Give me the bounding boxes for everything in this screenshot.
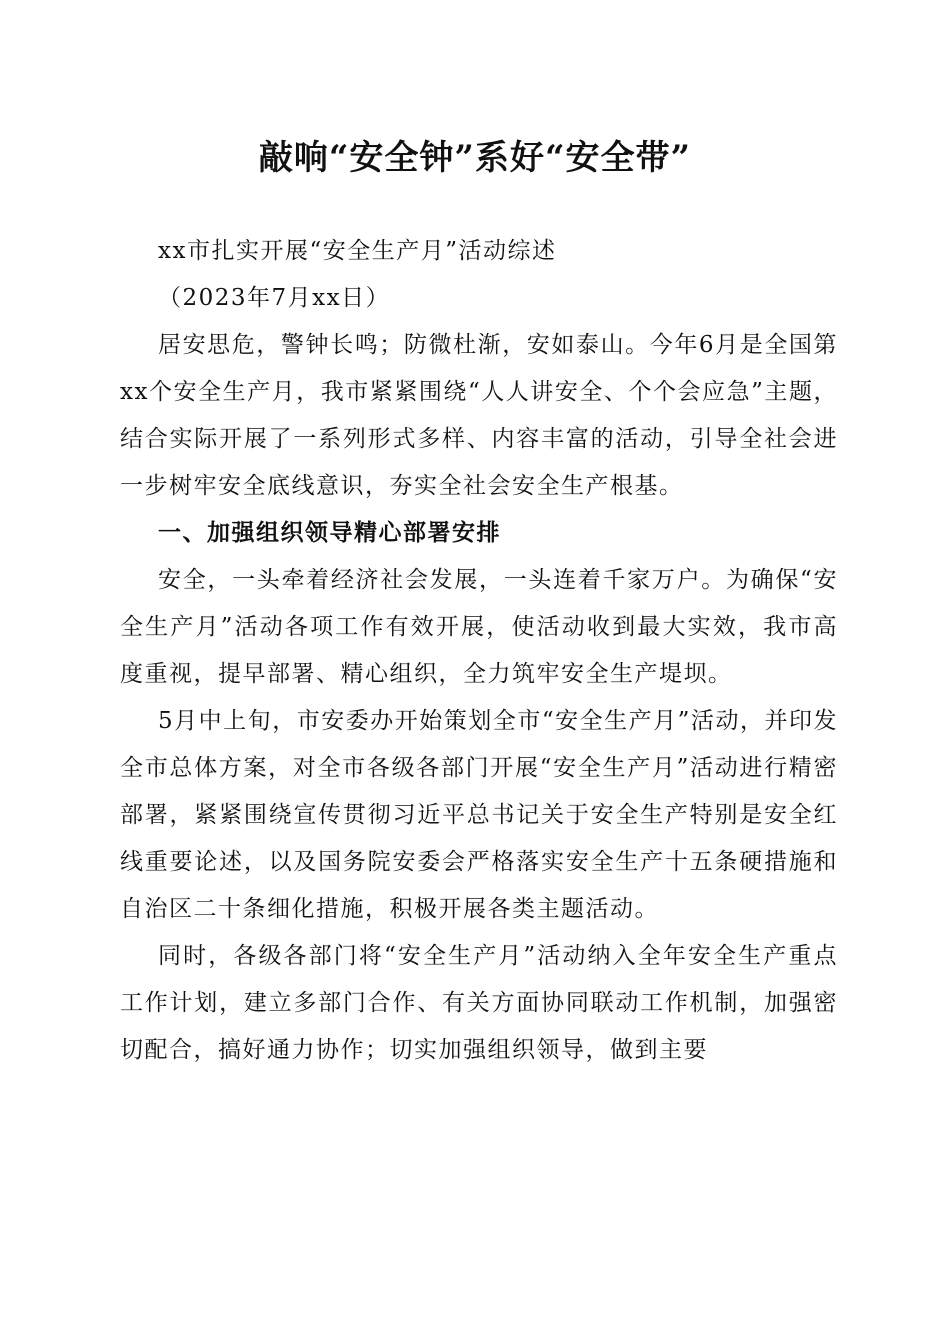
paragraph-section1-2: 5月中上旬，市安委办开始策划全市“安全生产月”活动，并印发全市总体方案，对全市各级各部门开展“安全生产月”活动进行精密部署，紧紧围绕宣传贯彻习近平总书记关于安全生产特别是安全红线重要论述，以及国务院安委会严格落实安全生产十五条硬措施和自治区二十条细化措施，积极开展各类主题活动。 [120, 708, 838, 922]
paragraph-section1-3: 同时，各级各部门将“安全生产月”活动纳入全年安全生产重点工作计划，建立多部门合作、有关方面协同联动工作机制，加强密切配合，搞好通力协作；切实加强组织领导，做到主要 [120, 943, 838, 1063]
document-title: 敲响“安全钟”系好“安全带” [258, 138, 692, 178]
paragraph-intro: 居安思危，警钟长鸣；防微杜渐，安如泰山。今年6月是全国第xx个安全生产月，我市紧紧围绕“人人讲安全、个个会应急”主题，结合实际开展了一系列形式多样、内容丰富的活动，引导全社会进一步树牢安全底线意识，夯实全社会安全生产根基。 [120, 332, 838, 499]
section-heading-1: 一、加强组织领导精心部署安排 [158, 520, 501, 546]
paragraph-section1-1: 安全，一头牵着经济社会发展，一头连着千家万户。为确保“安全生产月”活动各项工作有效开展，使活动收到最大实效，我市高度重视，提早部署、精心组织，全力筑牢安全生产堤坝。 [120, 567, 838, 687]
document-body [120, 228, 838, 1074]
document-date: （2023年7月xx日） [158, 285, 391, 311]
document-subtitle: xx市扎实开展“安全生产月”活动综述 [158, 238, 557, 264]
